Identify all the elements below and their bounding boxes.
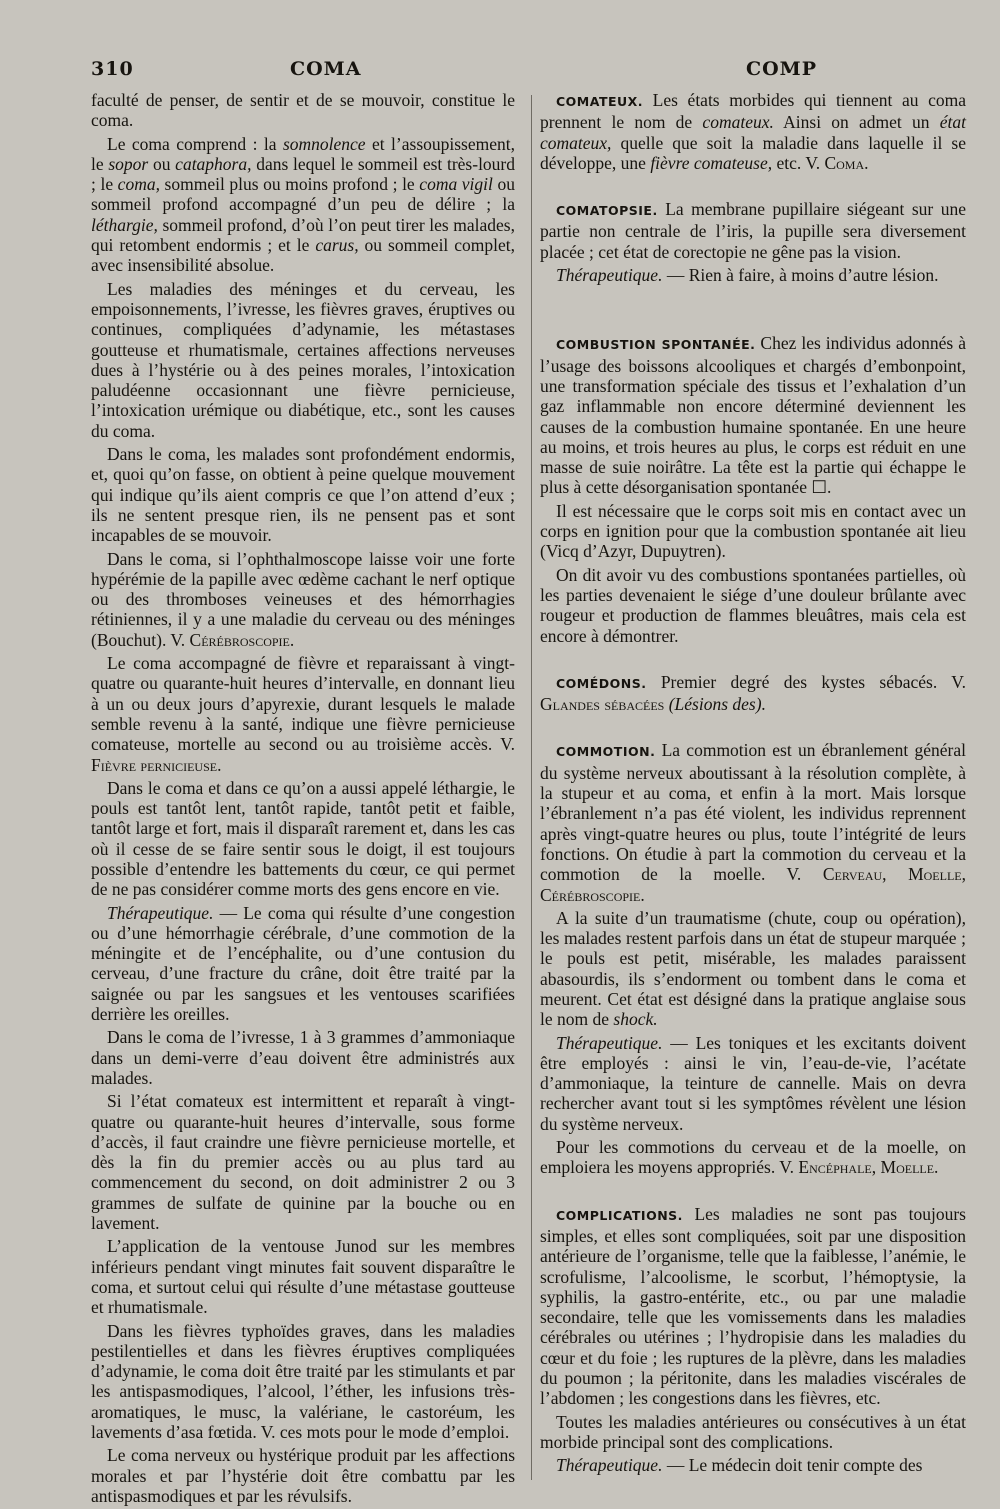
entry-complications: COMPLICATIONS. Les maladies ne sont pas toujours simples, et elles sont compliquées, soit par une disposition antérieure de l’organisme, telle que la faiblesse, l’anémie, le scrofulisme, l’alcoolisme, le scorbut, l’hémoptysie, la syphilis, la gastro-entérite, etc., ou par une maladie secondaire, telle que les vomissements dans les maladies cérébrales ou utérines ; l’hydropisie dans les maladies du cœur et du foie ; les ruptures de la plèvre, dans les maladies du poumon ; la péritonite, dans les maladies viscérales de l’abdomen ; les congestions dans les fièvres, etc. — [540, 1203, 966, 1409]
therapeutique-paragraph: Thérapeutique. — Le médecin doit tenir compte des — [556, 1455, 923, 1476]
entry-combustion-spontanee: COMBUSTION SPONTANÉE. Chez les individus adonnés à l’usage des boissons alcooliques et chargés d’embonpoint, une transformation spéciale des tissus et l’exhalation d’un gaz inflammable non encore déterminé deviennent les causes de la combustion humaine spontanée. En une heure au moins, et trois heures au plus, le corps est réduit en une masse de suie noirâtre. La tête est la partie qui échappe le plus à cette désorganisation spontanée ☐. — [540, 333, 966, 498]
paragraph: Si l’état comateux est intermittent et reparaît à vingt-quatre ou quarante-huit heures d’intervalle, sous forme d’accès, il faut craindre une fièvre pernicieuse mortelle, et dès la fin du premier accès ou au plus tard au commencement du second, on doit administrer 2 ou 3 grammes de sulfate de quinine par la bouche ou en lavement. — [91, 1091, 515, 1234]
paragraph: Il est nécessaire que le corps soit mis en contact avec un corps en ignition pour que la combustion spontanée ait lieu (Vicq d’Azyr, Dupuytren). — [540, 500, 966, 562]
therapeutique-paragraph: Thérapeutique. — Rien à faire, à moins d’autre lésion. — [556, 265, 939, 286]
cross-reference: Encéphale, Moelle. — [798, 1157, 939, 1178]
paragraph: Dans le coma de l’ivresse, 1 à 3 grammes d’ammoniaque dans un demi-verre d’eau doivent être administrés aux malades. — [91, 1027, 515, 1088]
column-divider — [531, 95, 532, 1480]
therapeutique-paragraph: Thérapeutique. — Le coma qui résulte d’une congestion ou d’une hémorrhagie cérébrale, d’une commotion de la méningite et de l’encéphalite, ou d’une contusion du cerveau, d’une fracture du crâne, doit être traité par la saignée ou par les sangsues et les ventouses scarifiées derrière les oreilles. — [91, 902, 515, 1025]
paragraph: Dans le coma et dans ce qu’on a aussi appelé léthargie, le pouls est tantôt lent, tantôt rapide, tantôt petit et faible, tantôt large et fort, mais il disparaît rarement et, dans les cas où il cesse de se faire sentir sous le doigt, il est toujours possible d’entendre les battements du cœur, ce qui permet de ne pas considérer comme morts des gens encore en vie. — [91, 777, 515, 900]
paragraph: Dans le coma, les malades sont profondément endormis, et, quoi qu’on fasse, on obtient à peine quelque mouvement qui indique qu’ils aient compris ce que l’on attend d’eux ; ils ne sentent presque rien, ils ne pensent pas et sont incapables de se mouvoir. — [91, 444, 515, 546]
paragraph: Le coma accompagné de fièvre et reparaissant à vingt-quatre ou quarante-huit heures d’intervalle, en donnant lieu à un ou deux jours d’apyrexie, durant lesquels le malade semble revenu à la santé, indique une fièvre pernicieuse comateuse, mortelle au second ou au troisième accès. V. Fièvre pernicieuse. — [91, 653, 515, 775]
paragraph: Dans le coma, si l’ophthalmoscope laisse voir une forte hypérémie de la papille avec œdème cachant le nerf optique ou des thromboses veineuses et des hémorrhagies rétiniennes, il y a une maladie du cerveau ou des méninges (Bouchut). V. Cérébroscopie. — [91, 548, 515, 650]
paragraph: faculté de penser, de sentir et de se mouvoir, constitue le coma. — [91, 90, 515, 131]
headword: COMBUSTION SPONTANÉE. — [556, 337, 756, 353]
cross-reference: Cérébroscopie. — [189, 629, 295, 650]
paragraph: Les maladies des méninges et du cerveau, les empoisonnements, l’ivresse, les fièvres graves, éruptives ou continues, compliquées d’adynamie, les métastases goutteuse et rhumatismale, certaines affections nerveuses dues à l’hystérie ou à des peines morales, l’intoxication paludéenne occasionnant une fièvre pernicieuse, l’intoxication urémique ou diabétique, etc., sont les causes du coma. — [91, 278, 515, 441]
headword: COMATOPSIE. — [556, 203, 658, 219]
headword: COMATEUX. — [556, 94, 644, 109]
paragraph: On dit avoir vu des combustions spontanées partielles, où les parties devenaient le siége d’une douleur brûlante avec rougeur et production de flammes bleuâtres, mais cela est encore à démontrer. — [540, 564, 966, 646]
paragraph: A la suite d’un traumatisme (chute, coup ou opération), les malades restent parfois dans un état de stupeur marquée ; le pouls est petit, misérable, les malades paraissent abasourdis, ils s’endorment ou tombent dans le coma et meurent. Cet état est désigné dans la pratique anglaise sous le nom de shock. — [540, 907, 966, 1030]
left-column — [91, 90, 515, 1509]
cross-reference: Glandes sébacées — [540, 694, 665, 715]
entry-comateux: COMATEUX. Les états morbides qui tiennent au coma prennent le nom de comateux. Ainsi on admet un état comateux, quelle que soit la maladie dans laquelle il se développe, une fièvre comateuse, etc. V. Coma. — [540, 90, 966, 173]
cross-reference: Coma. — [824, 152, 869, 173]
paragraph: Le coma comprend : la somnolence et l’assoupissement, le sopor ou cataphora, dans lequel le sommeil est très-lourd ; le coma, sommeil plus ou moins profond ; le coma vigil ou sommeil profond accompagné d’un peu de délire ; la léthargie, sommeil profond, d’où l’on peut tirer les malades, qui retombent endormis ; et le carus, ou sommeil complet, avec insensibilité absolue. — [91, 133, 516, 276]
right-column — [540, 90, 966, 1479]
paragraph: Dans les fièvres typhoïdes graves, dans les maladies pestilentielles et dans les fièvres éruptives compliquées d’adynamie, le coma doit être traité par les stimulants et par les antispasmodiques, l’alcool, l’éther, les infusions très-aromatiques, le musc, la valériane, le castoréum, les lavements d’asa fœtida. V. ces mots pour le mode d’emploi. — [91, 1320, 515, 1442]
entry-commotion: COMMOTION. La commotion est un ébranlement général du système nerveux aboutissant à la résolution complète, à la stupeur et au coma, et enfin à la mort. Mais lorsque l’ébranlement n’a pas été violent, les individus reprennent après vingt-quatre heures ou plus, toute l’intégrité de leurs fonctions. On étudie à part la commotion du cerveau et la commotion de la moelle. V. Cerveau, Moelle, Cérébroscopie. — [540, 740, 966, 905]
entry-comedons: COMÉDONS. Premier degré des kystes sébacés. V. Glandes sébacées (Lésions des). — [540, 671, 966, 715]
headword: COMPLICATIONS. — [556, 1207, 683, 1223]
paragraph: Toutes les maladies antérieures ou consécutives à un état morbide principal sont des complications. — [540, 1411, 966, 1452]
cross-reference: Fièvre pernicieuse. — [91, 754, 222, 775]
left-running-head: COMA — [290, 58, 362, 80]
paragraph: Le coma nerveux ou hystérique produit par les affections morales et par l’hystérie doit être combattu par les antispasmodiques et par les révulsifs. — [91, 1445, 515, 1506]
cross-reference: Cerveau, Moelle, Cérébroscopie. — [540, 864, 966, 905]
entry-comatopsie: COMATOPSIE. La membrane pupillaire siégeant sur une partie non centrale de l’iris, la pupille sera diversement placée ; cet état de corectopie ne gêne pas la vision. — [540, 199, 966, 262]
therapeutique-paragraph: Thérapeutique. — Les toniques et les excitants doivent être employés : ainsi le vin, l’eau-de-vie, l’acétate d’ammoniaque, la teinture de cannelle. Mais on devra rechercher avant tout si les symptômes révèlent une lésion du système nerveux. — [540, 1032, 966, 1134]
paragraph: Pour les commotions du cerveau et de la moelle, on emploiera les moyens appropriés. V. Encéphale, Moelle. — [540, 1137, 966, 1178]
headword: COMMOTION. — [556, 744, 656, 760]
page-number: 310 — [91, 58, 134, 80]
headword: COMÉDONS. — [556, 675, 647, 691]
paragraph: L’application de la ventouse Junod sur les membres inférieurs pendant vingt minutes fait souvent disparaître le coma, et surtout celui qui résulte d’une métastase goutteuse et rhumatismale. — [91, 1236, 515, 1318]
blank-space — [540, 311, 966, 333]
right-running-head: COMP — [746, 58, 817, 80]
